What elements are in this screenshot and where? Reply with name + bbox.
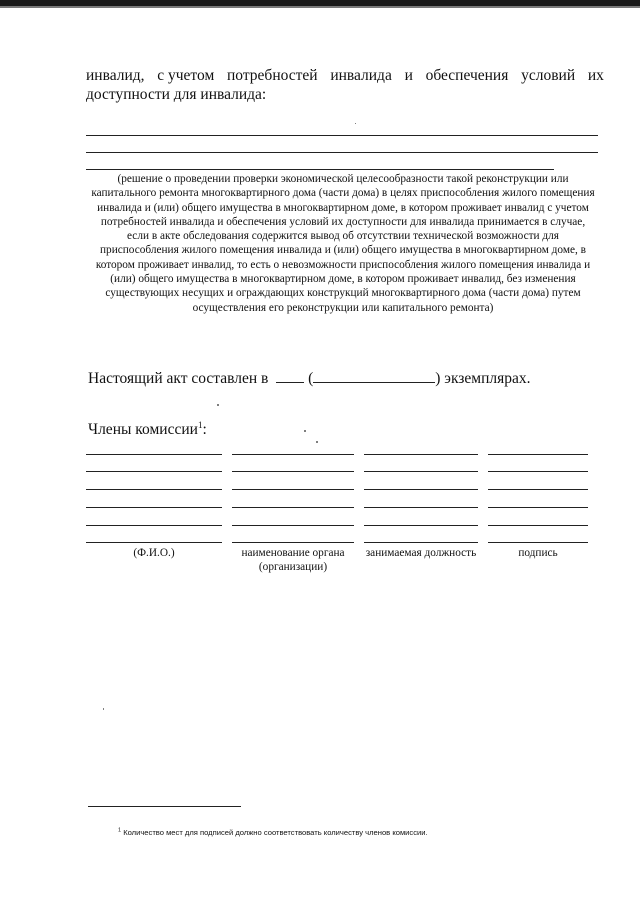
copies-words-field[interactable]: [313, 368, 435, 383]
signature-field-position-row-3[interactable]: [364, 489, 478, 490]
intro-word: и: [404, 67, 413, 84]
signature-field-signature-row-2[interactable]: [488, 471, 588, 472]
intro-word: обеспечения: [425, 67, 509, 84]
fill-line-3[interactable]: [86, 169, 554, 170]
signature-field-position-row-1[interactable]: [364, 454, 478, 455]
copies-suffix: ) экземплярах.: [435, 370, 531, 387]
signature-field-signature-row-6[interactable]: [488, 542, 588, 543]
fill-line-1[interactable]: [86, 135, 598, 136]
signature-field-name-row-3[interactable]: [86, 489, 222, 490]
intro-word: с учетом: [157, 67, 215, 84]
copies-open-paren: (: [308, 370, 314, 387]
intro-line-1: [86, 66, 604, 85]
column-label-signature: подпись: [518, 547, 558, 559]
column-label-organization: наименование органа (организации): [241, 547, 345, 573]
decision-caption: (решение о проведении проверки экономической целесообразности такой реконструкции или капитального ремонта многоквартирного дома (части дома) в целях приспособления жилого помещения инвалида и (или) общего имущества в многоквартирном доме, в котором проживает инвалид с учетом потребностей инвалида и обеспечения условий их доступности для инвалида принимается в случае, если в акте обследования содержится вывод об отсутствии технической возможности для приспособления жилого помещения инвалида и (или) общего имущества в многоквартирном доме, в котором проживает инвалид, то есть о невозможности приспособления жилого помещения инвалида и (или) общего имущества в многоквартирном доме, в котором проживает инвалид, без изменения существующих несущих и ограждающих конструкций многоквартирного дома (части дома) путем осуществления его реконструкции или капитального ремонта): [91, 173, 595, 314]
copies-prefix: Настоящий акт составлен в: [88, 370, 269, 387]
members-label: Члены комиссии: [88, 421, 198, 438]
copies-count-field[interactable]: [276, 368, 304, 383]
signature-field-organization-row-1[interactable]: [232, 454, 354, 455]
intro-word: условий: [521, 67, 576, 84]
footnote-text: Количество мест для подписей должно соответствовать количеству членов комиссии.: [123, 828, 428, 837]
scan-speck: [103, 708, 104, 710]
column-label-name: (Ф.И.О.): [133, 547, 175, 559]
intro-word: их: [587, 67, 604, 84]
fill-line-2[interactable]: [86, 152, 598, 153]
column-label-position: занимаемая должность: [365, 547, 477, 559]
scan-top-edge-shadow: [0, 6, 640, 8]
signature-field-organization-row-5[interactable]: [232, 525, 354, 526]
scan-speck: [316, 441, 318, 443]
footnote: [118, 828, 428, 838]
intro-word: инвалид,: [86, 67, 145, 84]
commission-members-heading: [88, 420, 207, 440]
signature-field-organization-row-2[interactable]: [232, 471, 354, 472]
signature-field-position-row-2[interactable]: [364, 471, 478, 472]
signature-field-name-row-5[interactable]: [86, 525, 222, 526]
signature-field-name-row-4[interactable]: [86, 507, 222, 508]
intro-word: потребностей: [227, 67, 318, 84]
intro-line-2: доступности для инвалида:: [86, 86, 267, 103]
signature-field-name-row-2[interactable]: [86, 471, 222, 472]
signature-field-name-row-6[interactable]: [86, 542, 222, 543]
signature-field-signature-row-3[interactable]: [488, 489, 588, 490]
members-colon: :: [202, 421, 207, 438]
scan-speck: [355, 123, 356, 124]
signature-field-position-row-4[interactable]: [364, 507, 478, 508]
footnote-separator: [88, 806, 241, 807]
intro-word: инвалида: [330, 67, 392, 84]
scan-speck: [217, 404, 219, 406]
signature-field-organization-row-4[interactable]: [232, 507, 354, 508]
signature-field-organization-row-6[interactable]: [232, 542, 354, 543]
signature-field-name-row-1[interactable]: [86, 454, 222, 455]
footnote-ref: 1: [197, 419, 203, 430]
signature-field-signature-row-4[interactable]: [488, 507, 588, 508]
signature-field-position-row-5[interactable]: [364, 525, 478, 526]
signature-field-organization-row-3[interactable]: [232, 489, 354, 490]
intro-paragraph: [86, 66, 604, 104]
signature-field-position-row-6[interactable]: [364, 542, 478, 543]
signature-field-signature-row-1[interactable]: [488, 454, 588, 455]
scan-speck: [304, 430, 306, 432]
footnote-mark: 1: [118, 827, 122, 834]
signature-field-signature-row-5[interactable]: [488, 525, 588, 526]
copies-statement: [88, 368, 608, 389]
